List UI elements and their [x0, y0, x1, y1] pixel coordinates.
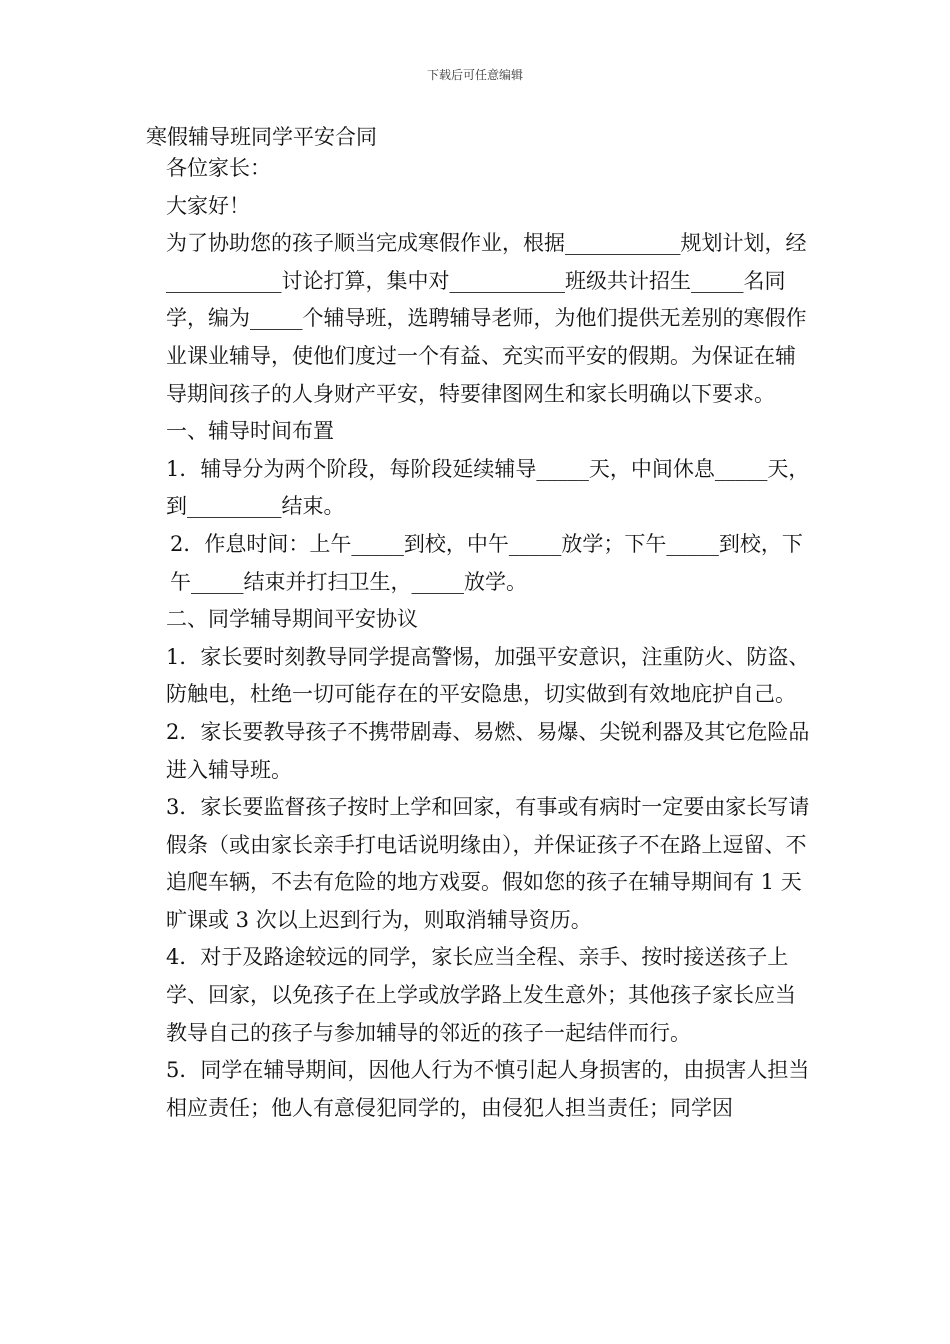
safety-item-4: 4．对于及路途较远的同学，家长应当全程、亲手、按时接送孩子上学、回家，以免孩子在上学或放学路上发生意外；其他孩子家长应当教导自己的孩子与参加辅导的邻近的孩子一起结伴而行。: [166, 945, 796, 1045]
page-header-note: 下载后可任意编辑: [426, 68, 523, 82]
intro-paragraph: 为了协助您的孩子顺当完成寒假作业，根据___________规划计划，经___________讨论打算，集中对___________班级共计招生_____名同学，编为_____个辅导班，选聘辅导老师，为他们提供无差别的寒假作业课业辅导，使他们度过一个有益、充实而平安的假期。为保证在辅导期间孩子的人身财产平安，特要律图网生和家长明确以下要求。: [166, 231, 807, 406]
document-title: 寒假辅导班同学平安合同: [146, 125, 377, 149]
section-heading-safety: 二、同学辅导期间平安协议: [166, 607, 418, 632]
document-body: [146, 150, 810, 1127]
schedule-item-1: 1．辅导分为两个阶段，每阶段延续辅导_____天，中间休息_____天，到_________结束。: [166, 456, 810, 519]
schedule-item-2: 2．作息时间：上午_____到校，中午_____放学；下午_____到校，下午_____结束并打扫卫生，_____放学。: [170, 531, 803, 594]
greeting: 大家好！: [166, 193, 250, 218]
safety-item-2: 2．家长要教导孩子不携带剧毒、易燃、易爆、尖锐利器及其它危险品进入辅导班。: [166, 719, 810, 782]
section-heading-schedule: 一、辅导时间布置: [166, 419, 334, 444]
safety-item-5: 5．同学在辅导期间，因他人行为不慎引起人身损害的，由损害人担当相应责任；他人有意侵犯同学的，由侵犯人担当责任；同学因: [166, 1058, 810, 1120]
safety-item-3: 3．家长要监督孩子按时上学和回家，有事或有病时一定要由家长写请假条（或由家长亲手打电话说明缘由），并保证孩子不在路上逗留、不追爬车辆，不去有危险的地方戏耍。假如您的孩子在辅导期间有 1 天旷课或 3 次以上迟到行为，则取消辅导资历。: [166, 795, 810, 932]
safety-item-1: 1．家长要时刻教导同学提高警惕，加强平安意识，注重防火、防盗、防触电，杜绝一切可能存在的平安隐患，切实做到有效地庇护自己。: [166, 644, 810, 707]
salutation: 各位家长：: [166, 156, 271, 180]
